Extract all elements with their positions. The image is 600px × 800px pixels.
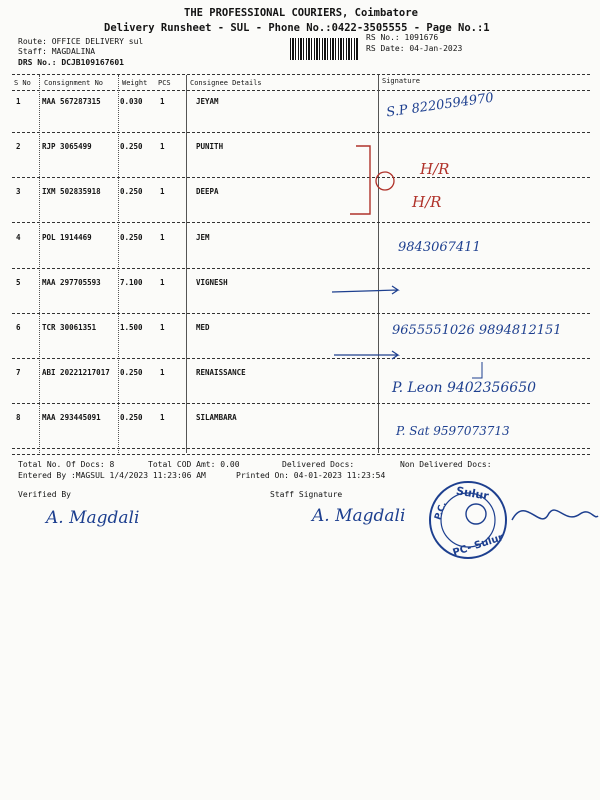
col-header-signature: Signature xyxy=(382,77,420,85)
row-consignee: SILAMBARA xyxy=(196,413,237,423)
row-pcs: 1 xyxy=(160,142,165,152)
row-weight: 0.250 xyxy=(120,368,143,378)
row-consignment-no: IXM 502835918 xyxy=(42,187,101,197)
non-delivered-docs: Non Delivered Docs: xyxy=(400,460,492,469)
row-pcs: 1 xyxy=(160,232,165,242)
row-consignment-no: MAA 297705593 xyxy=(42,277,101,287)
delivered-docs: Delivered Docs: xyxy=(282,460,355,469)
row-pcs: 1 xyxy=(160,187,165,197)
stamp-text-bottom: PC- Sulur xyxy=(451,532,505,559)
row-pcs: 1 xyxy=(160,277,165,287)
header-bottom-rule xyxy=(12,90,590,91)
row-sno: 3 xyxy=(16,187,21,197)
row-consignee: JEYAM xyxy=(196,97,219,106)
handwritten-sign-row2: H/R xyxy=(420,160,450,178)
row-separator xyxy=(12,132,590,133)
row-separator xyxy=(12,313,590,314)
handwritten-sign-row7: P. Leon 9402356650 xyxy=(392,380,537,396)
col-header-weight: Weight xyxy=(122,79,148,87)
col-header-sno: S No xyxy=(14,79,31,87)
staff-signature-label: Staff Signature xyxy=(270,490,343,499)
staff-signature: A. Magdali xyxy=(312,506,406,526)
company-title: THE PROFESSIONAL COURIERS, Coimbatore xyxy=(184,7,418,19)
rs-date: RS Date: 04-Jan-2023 xyxy=(366,44,463,53)
row-sno: 5 xyxy=(16,277,21,287)
row-weight: 0.250 xyxy=(120,187,143,197)
row-consignee: DEEPA xyxy=(196,187,219,197)
row-consignee: PUNITH xyxy=(196,142,224,152)
drs-number: DRS No.: DCJB109167601 xyxy=(18,58,124,67)
row-separator xyxy=(12,177,590,178)
row-sno: 8 xyxy=(16,413,21,423)
printed-on: Printed On: 04-01-2023 11:23:54 xyxy=(236,471,386,480)
total-cod: Total COD Amt: 0.00 xyxy=(148,460,240,469)
arrow-mark xyxy=(332,286,398,294)
row-consignee: VIGNESH xyxy=(196,277,228,287)
row-sno: 6 xyxy=(16,323,21,332)
total-docs: Total No. Of Docs: 8 xyxy=(18,460,115,469)
arrow-mark xyxy=(472,362,482,378)
handwritten-sign-row1: S.P 8220594970 xyxy=(385,90,495,121)
col-header-consignment: Consignment No xyxy=(44,79,104,87)
row-pcs: 1 xyxy=(160,323,165,332)
row-pcs: 1 xyxy=(160,368,165,378)
row-consignment-no: MAA 293445091 xyxy=(42,413,101,423)
signature-tail xyxy=(512,510,598,520)
handwritten-sign-row6: 9655551026 9894812151 xyxy=(392,323,562,338)
row-weight: 0.250 xyxy=(120,142,143,152)
row-consignee: JEM xyxy=(196,232,210,242)
row-weight: 0.250 xyxy=(120,232,143,242)
row-sno: 2 xyxy=(16,142,21,152)
handwritten-sign-row8: P. Sat 9597073713 xyxy=(396,424,510,438)
row-consignment-no: TCR 30061351 xyxy=(42,323,97,332)
row-weight: 1.500 xyxy=(120,323,143,332)
row-sno: 1 xyxy=(16,97,21,106)
row-separator xyxy=(12,222,590,223)
row-separator xyxy=(12,448,590,449)
row-consignee: RENAISSANCE xyxy=(196,368,246,378)
staff-label: Staff: MAGDALINA xyxy=(18,47,96,56)
col-header-pcs: PCS xyxy=(158,79,171,87)
verified-by-signature: A. Magdali xyxy=(46,508,140,528)
row-weight: 0.250 xyxy=(120,413,143,423)
barcode-image xyxy=(290,38,358,60)
footer-top-rule xyxy=(12,454,590,455)
rs-number: RS No.: 1091676 xyxy=(366,33,439,42)
stamp-text-top: Sulur xyxy=(455,484,490,503)
row-separator xyxy=(12,268,590,269)
row-pcs: 1 xyxy=(160,413,165,423)
row-consignment-no: RJP 3065499 xyxy=(42,142,92,152)
row-consignment-no: MAA 567287315 xyxy=(42,97,101,106)
route-label: Route: OFFICE DELIVERY sul xyxy=(18,37,144,46)
handwritten-sign-row4: 9843067411 xyxy=(398,240,481,255)
handwritten-sign-row3: H/R xyxy=(412,193,442,211)
row-pcs: 1 xyxy=(160,97,165,106)
red-bracket xyxy=(350,146,370,214)
col-header-consignee: Consignee Details xyxy=(190,79,262,87)
stamp-text-mid: P.C. xyxy=(433,500,450,522)
row-consignee: MED xyxy=(196,323,210,332)
table-top-rule xyxy=(12,74,590,75)
row-separator xyxy=(12,358,590,359)
row-consignment-no: POL 1914469 xyxy=(42,232,92,242)
runsheet-subtitle: Delivery Runsheet - SUL - Phone No.:0422-3505555 - Page No.:1 xyxy=(104,22,490,34)
entered-by: Entered By :MAGSUL 1/4/2023 11:23:06 AM xyxy=(18,471,206,480)
row-separator xyxy=(12,403,590,404)
row-weight: 7.100 xyxy=(120,277,143,287)
row-sno: 7 xyxy=(16,368,21,378)
row-weight: 0.030 xyxy=(120,97,143,106)
row-consignment-no: ABI 20221217017 xyxy=(42,368,110,378)
row-sno: 4 xyxy=(16,232,21,242)
verified-by-label: Verified By xyxy=(18,490,71,499)
